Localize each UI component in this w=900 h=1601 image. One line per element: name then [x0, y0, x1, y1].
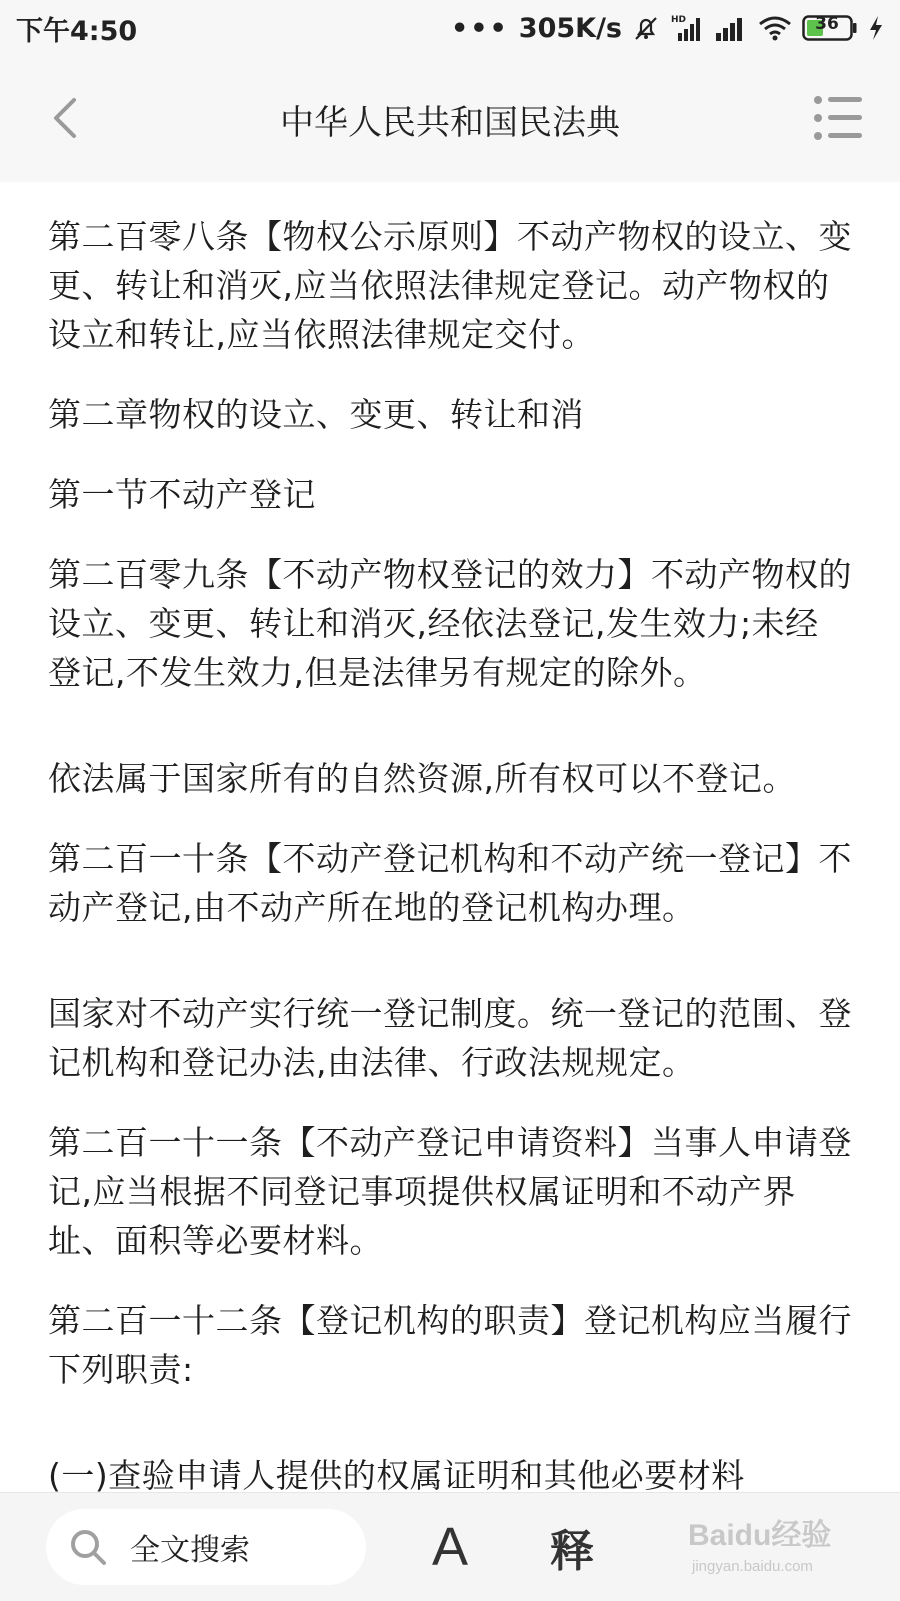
list-menu-icon [812, 92, 866, 144]
full-text-search-button[interactable] [46, 1509, 366, 1585]
mute-bell-icon [632, 14, 660, 42]
bottom-toolbar [0, 1492, 900, 1601]
battery-icon [802, 13, 858, 43]
article-210-clause-2: 国家对不动产实行统一登记制度。统一登记的范围、登记机构和登记办法,由法律、行政法规规定。 [48, 994, 852, 1082]
search-icon [68, 1527, 108, 1567]
back-arrow-icon [50, 96, 80, 140]
status-bar [0, 0, 900, 56]
more-dots-icon: ••• [451, 12, 509, 44]
article-209-clause-2: 依法属于国家所有的自然资源,所有权可以不登记。 [48, 759, 796, 798]
article-210: 第二百一十条【不动产登记机构和不动产统一登记】不动产登记,由不动产所在地的登记机构办理。 [48, 839, 852, 927]
law-text-content[interactable] [0, 182, 900, 1492]
svg-text:HD: HD [671, 15, 687, 25]
annotation-button[interactable]: 释 [550, 1526, 594, 1577]
article-208: 第二百零八条【物权公示原则】不动产物权的设立、变更、转让和消灭,应当依照法律规定登记。动产物权的设立和转让,应当依照法律规定交付。 [48, 217, 852, 354]
article-211: 第二百一十一条【不动产登记申请资料】当事人申请登记,应当根据不同登记事项提供权属证明和不动产界址、面积等必要材料。 [48, 1123, 852, 1260]
search-label: 全文搜索 [130, 1533, 250, 1568]
article-212: 第二百一十二条【登记机构的职责】登记机构应当履行下列职责: [48, 1301, 852, 1389]
status-time: 下午4:50 [16, 15, 138, 47]
menu-button[interactable] [812, 92, 866, 144]
page-title: 中华人民共和国民法典 [280, 102, 620, 143]
section-heading: 第一节不动产登记 [48, 475, 316, 514]
status-indicators [451, 13, 884, 44]
watermark-url: jingyan.baidu.com [692, 1558, 813, 1575]
signal-icon [714, 14, 748, 42]
back-button[interactable] [40, 88, 90, 148]
network-speed: 305K/s [518, 12, 622, 44]
font-size-button[interactable]: A [431, 1517, 469, 1577]
article-209: 第二百零九条【不动产物权登记的效力】不动产物权的设立、变更、转让和消灭,经依法登记,发生效力;未经登记,不发生效力,但是法律另有规定的除外。 [48, 555, 852, 692]
charging-icon [868, 15, 884, 41]
wifi-icon [758, 14, 792, 42]
chapter-heading: 第二章物权的设立、变更、转让和消 [48, 395, 584, 434]
battery-level: 36 [815, 14, 839, 34]
watermark-brand: Baidu经验 [688, 1519, 832, 1552]
nav-bar [0, 56, 900, 182]
hd-signal-icon [670, 13, 704, 43]
article-212-item-1: (一)查验申请人提供的权属证明和其他必要材料 [48, 1456, 745, 1492]
